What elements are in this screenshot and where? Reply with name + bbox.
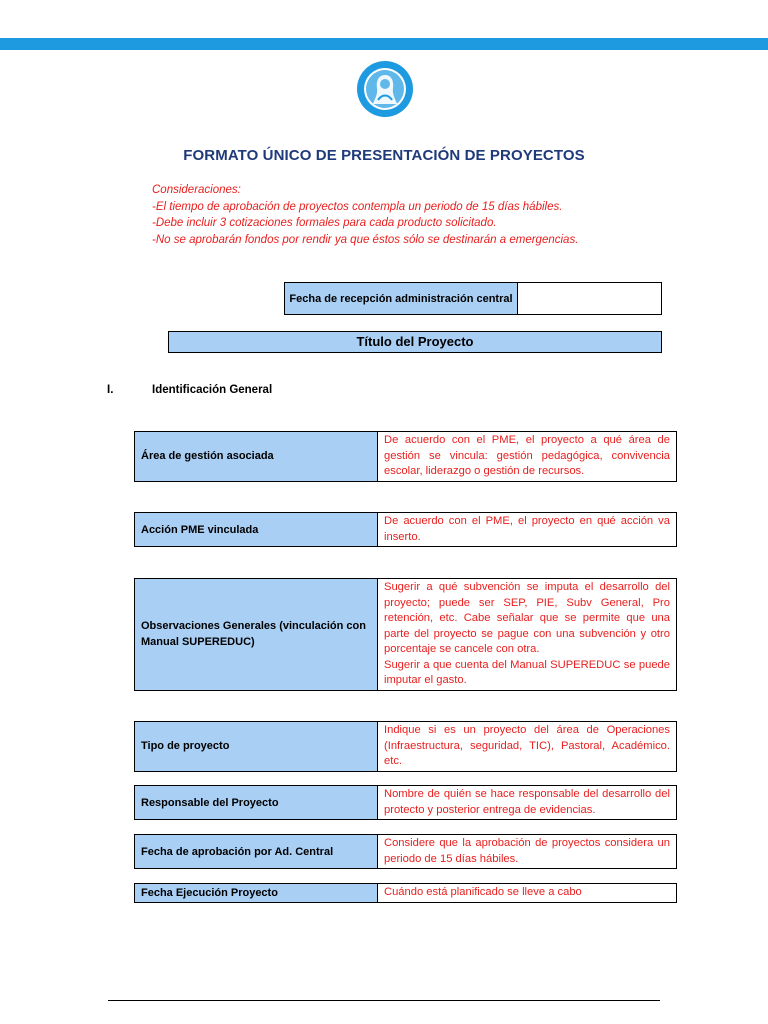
school-logo-icon (356, 60, 414, 118)
field-tipo-proyecto (134, 721, 677, 772)
consideration-line: -Debe incluir 3 cotizaciones formales para cada producto solicitado. (152, 217, 497, 229)
section-title: Identificación General (152, 384, 273, 396)
field-label: Fecha Ejecución Proyecto (135, 884, 378, 903)
reception-date-label: Fecha de recepción administración central (285, 283, 518, 315)
field-area-gestion (134, 431, 677, 482)
top-accent-bar (0, 38, 768, 50)
field-label: Observaciones Generales (vinculación con Manual SUPEREDUC) (135, 579, 378, 691)
footer-rule (108, 1000, 660, 1001)
project-title-header: Título del Proyecto (168, 331, 662, 353)
page-title: FORMATO ÚNICO DE PRESENTACIÓN DE PROYECTOS (183, 147, 585, 164)
field-value-paragraph: Sugerir a que cuenta del Manual SUPEREDUC se puede imputar el gasto. (384, 658, 670, 686)
field-value[interactable]: Considere que la aprobación de proyectos considera un periodo de 15 días hábiles. (378, 835, 677, 869)
field-value[interactable]: Indique si es un proyecto del área de Operaciones (Infraestructura, seguridad, TIC), Pastoral, Académico. etc. (378, 722, 677, 772)
field-label: Acción PME vinculada (135, 513, 378, 547)
field-label: Área de gestión asociada (135, 432, 378, 482)
field-value-paragraph: Sugerir a qué subvención se imputa el desarrollo del proyecto; puede ser SEP, PIE, Subv General, Pro retención, etc. Cabe señalar que se permite que una parte del proyecto se pague con una subvención y otro porcentaje se cancele con otra. (384, 581, 670, 655)
field-value[interactable]: Cuándo está planificado se lleve a cabo (378, 884, 677, 903)
field-label: Fecha de aprobación por Ad. Central (135, 835, 378, 869)
field-value[interactable]: De acuerdo con el PME, el proyecto a qué área de gestión se vincula: gestión pedagógica, convivencia escolar, liderazgo o gestión de recursos. (378, 432, 677, 482)
field-accion-pme (134, 512, 677, 547)
field-value[interactable]: De acuerdo con el PME, el proyecto en qué acción va inserto. (378, 513, 677, 547)
consideration-line: -No se aprobarán fondos por rendir ya que éstos sólo se destinarán a emergencias. (152, 233, 579, 246)
reception-date-table (284, 282, 662, 315)
reception-date-field[interactable] (518, 283, 662, 315)
field-value[interactable] (378, 579, 677, 691)
field-label: Responsable del Proyecto (135, 786, 378, 820)
field-fecha-aprobacion (134, 834, 677, 869)
field-label: Tipo de proyecto (135, 722, 378, 772)
consideration-line: -El tiempo de aprobación de proyectos contempla un periodo de 15 días hábiles. (152, 200, 563, 213)
field-observaciones (134, 578, 677, 691)
field-value[interactable]: Nombre de quién se hace responsable del desarrollo del protecto y posterior entrega de evidencias. (378, 786, 677, 820)
considerations-heading: Consideraciones: (152, 184, 241, 196)
section-number: I. (107, 384, 114, 396)
field-responsable (134, 785, 677, 820)
field-fecha-ejecucion (134, 883, 677, 903)
considerations-block (152, 182, 712, 248)
